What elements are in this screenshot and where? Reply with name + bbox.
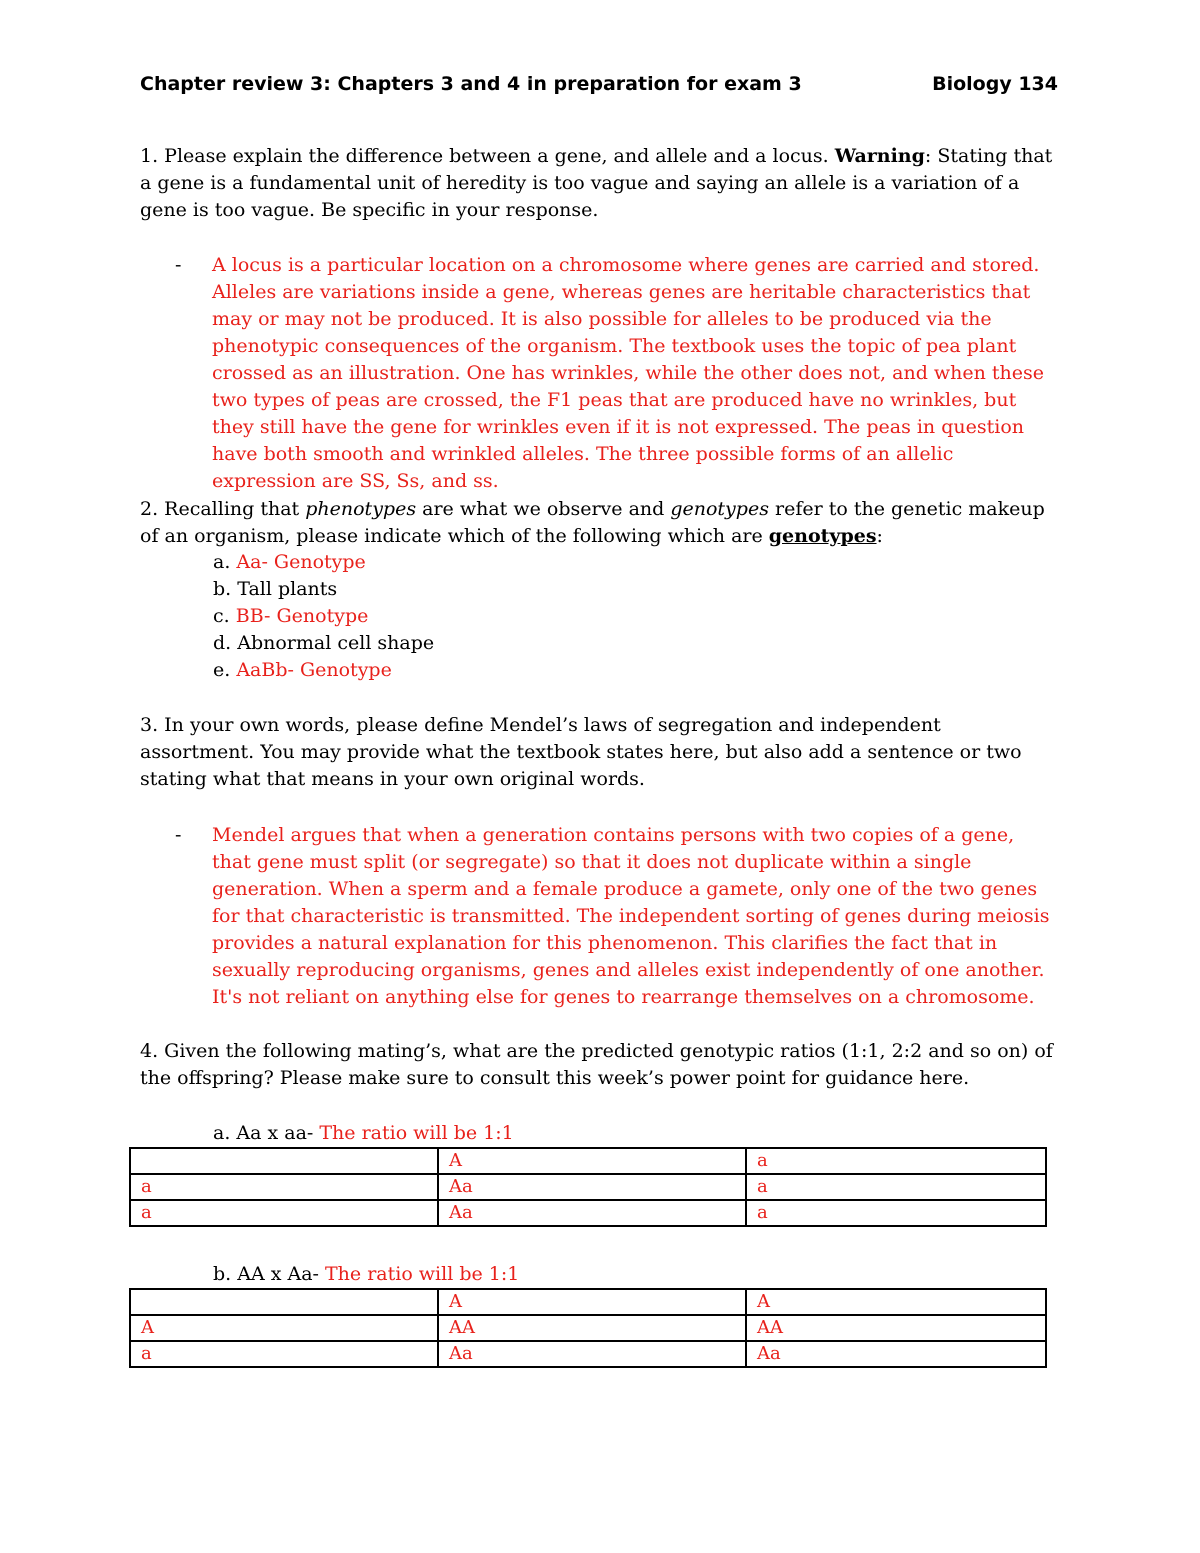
table-cell: a: [130, 1200, 438, 1226]
document-title: Chapter review 3: Chapters 3 and 4 in preparation for exam 3: [140, 73, 802, 95]
answer-1-text: A locus is a particular location on a chromosome where genes are carried and stored. Alleles are variations inside a gene, whereas genes are heritable characteristics that may or may not be produced. It is also possible for alleles to be produced via the phenotypic consequences of the organism. The textbook uses the topic of pea plant crossed as an illustration. One has wrinkles, while the other does not, and when these two types of peas are crossed, the F1 peas that are produced have no wrinkles, but they still have the gene for wrinkles even if it is not expressed. The peas in question have both smooth and wrinkled alleles. The three possible forms of an allelic expression are SS, Ss, and ss.: [212, 254, 1045, 492]
table-cell: Aa: [438, 1200, 746, 1226]
q2-options: [213, 549, 434, 684]
option-text: BB- Genotype: [235, 605, 369, 627]
punnett-square-b: [129, 1288, 1047, 1368]
table-row: [130, 1315, 1046, 1341]
option-letter: b.: [213, 578, 238, 600]
table-cell: A: [438, 1289, 746, 1315]
q2-genotypes-bold: genotypes: [768, 525, 877, 547]
q2-option-d: [213, 630, 434, 657]
q2-phenotypes: phenotypes: [305, 498, 417, 520]
q2-genotypes-italic: genotypes: [670, 498, 769, 520]
q1-lead: 1. Please explain the difference between a gene, and allele and a locus.: [140, 145, 835, 167]
cross-b-caption: [213, 1261, 519, 1288]
option-letter: c.: [213, 605, 236, 627]
answer-1: [175, 252, 1055, 495]
table-cell: Aa: [438, 1341, 746, 1367]
option-text: AaBb- Genotype: [236, 659, 392, 681]
table-row: [130, 1341, 1046, 1367]
table-cell: Aa: [438, 1174, 746, 1200]
table-cell: A: [746, 1289, 1046, 1315]
q2-option-e: [213, 657, 434, 684]
table-cell: AA: [438, 1315, 746, 1341]
table-cell: a: [130, 1174, 438, 1200]
answer-3-bullet: -: [175, 824, 182, 846]
answer-3-text: Mendel argues that when a generation contains persons with two copies of a gene, that gene must split (or segregate) so that it does not duplicate within a single generation. When a sperm and a female produce a gamete, only one of the two genes for that characteristic is transmitted. The independent sorting of genes during meiosis provides a natural explanation for this phenomenon. This clarifies the fact that in sexually reproducing organisms, genes and alleles exist independently of one another. It's not reliant on anything else for genes to rearrange themselves on a chromosome.: [212, 824, 1050, 1008]
answer-3: [175, 822, 1055, 1011]
table-cell: [130, 1289, 438, 1315]
page-header: [140, 73, 1058, 95]
q1-warning-label: Warning: [834, 145, 925, 167]
table-cell: A: [438, 1148, 746, 1174]
option-text: Abnormal cell shape: [237, 632, 435, 654]
table-row: [130, 1174, 1046, 1200]
table-row: [130, 1289, 1046, 1315]
q2-part3: refer to the genetic makeup of an organism, please indicate which of the following which are: [140, 498, 1045, 547]
table-cell: a: [130, 1341, 438, 1367]
q2-option-c: [213, 603, 434, 630]
table-cell: AA: [746, 1315, 1046, 1341]
punnett-square-a: [129, 1147, 1047, 1227]
cross-a-caption: [213, 1120, 514, 1147]
q1-rest: : Stating that a gene is a fundamental unit of heredity is too vague and saying an allele is a variation of a gene is too vague. Be specific in your response.: [140, 145, 1053, 221]
question-3: 3. In your own words, please define Mendel’s laws of segregation and independent assortment. You may provide what the textbook states here, but also add a sentence or two stating what that means in your own original words.: [140, 714, 1022, 790]
cross-b-label: b. AA x Aa-: [213, 1263, 325, 1285]
option-letter: e.: [213, 659, 237, 681]
option-letter: d.: [213, 632, 238, 654]
table-row: [130, 1148, 1046, 1174]
table-cell: A: [130, 1315, 438, 1341]
table-cell: a: [746, 1148, 1046, 1174]
q2-part1: 2. Recalling that: [140, 498, 306, 520]
question-2: [140, 496, 1060, 550]
cross-a-label: a. Aa x aa-: [213, 1122, 320, 1144]
option-text: Tall plants: [237, 578, 338, 600]
cross-b-answer: The ratio will be 1:1: [325, 1263, 520, 1285]
answer-1-bullet: -: [175, 254, 182, 276]
q2-part4: :: [876, 525, 883, 547]
course-name: Biology 134: [932, 73, 1058, 95]
cross-a-answer: The ratio will be 1:1: [319, 1122, 514, 1144]
table-cell: [130, 1148, 438, 1174]
table-cell: a: [746, 1174, 1046, 1200]
table-cell: Aa: [746, 1341, 1046, 1367]
question-4: 4. Given the following mating’s, what are the predicted genotypic ratios (1:1, 2:2 and so on) of the offspring? Please make sure to consult this week’s power point for guidance here.: [140, 1040, 1053, 1089]
question-1: [140, 143, 1060, 224]
option-letter: a.: [213, 551, 237, 573]
table-row: [130, 1200, 1046, 1226]
q2-option-b: [213, 576, 434, 603]
q2-option-a: [213, 549, 434, 576]
table-cell: a: [746, 1200, 1046, 1226]
option-text: Aa- Genotype: [236, 551, 366, 573]
q2-part2: are what we observe and: [416, 498, 671, 520]
